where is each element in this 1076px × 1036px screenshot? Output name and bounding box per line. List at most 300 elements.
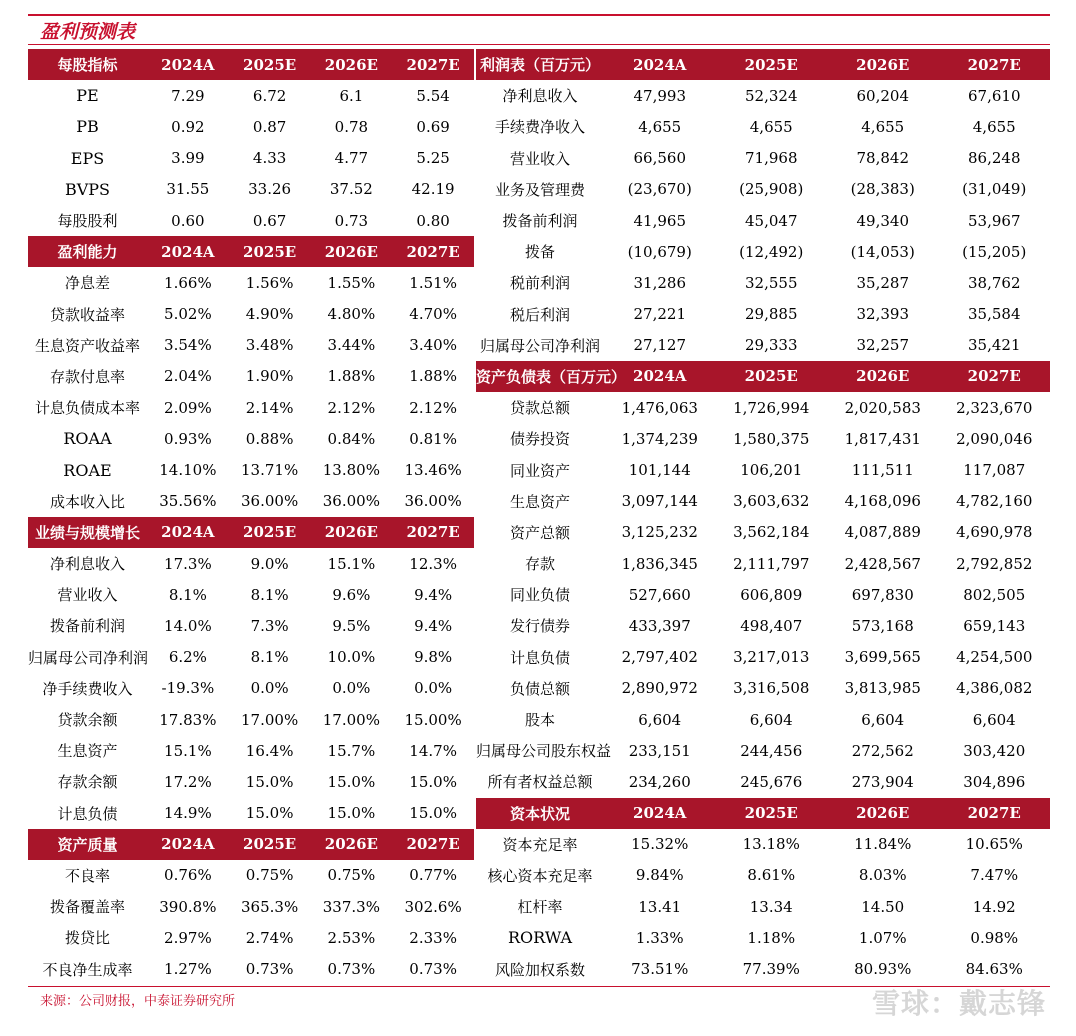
table-cell: 14.9% bbox=[164, 804, 212, 823]
table-cell: 13.80% bbox=[322, 461, 380, 480]
table-cell: 0.81% bbox=[409, 429, 457, 448]
table-cell: 15.0% bbox=[245, 772, 294, 791]
table-cell: 3,562,184 bbox=[733, 523, 810, 542]
table-cell: 4.80% bbox=[327, 305, 376, 324]
table-cell: 6.72 bbox=[252, 86, 287, 105]
table-row bbox=[476, 860, 1050, 891]
table-cell: 3.48% bbox=[245, 336, 294, 355]
column-header: 2027E bbox=[967, 367, 1021, 386]
table-cell: 302.6% bbox=[404, 897, 462, 916]
table-row bbox=[476, 330, 1050, 361]
row-label: 归属母公司净利润 bbox=[28, 648, 149, 667]
table-cell: (25,908) bbox=[739, 180, 804, 199]
table-cell: 13.71% bbox=[241, 461, 299, 480]
table-cell: 14.50 bbox=[861, 897, 905, 916]
table-cell: 3.44% bbox=[327, 336, 376, 355]
table-cell: 60,204 bbox=[856, 86, 909, 105]
table-cell: 6,604 bbox=[638, 710, 682, 729]
row-label: 拨备前利润 bbox=[502, 212, 578, 231]
table-cell: 498,407 bbox=[740, 616, 803, 635]
table-cell: 4,168,096 bbox=[844, 492, 921, 511]
column-header: 2025E bbox=[243, 242, 297, 261]
row-label: 生息资产 bbox=[57, 742, 118, 761]
table-cell: 9.4% bbox=[414, 616, 453, 635]
table-cell: 527,660 bbox=[628, 585, 691, 604]
table-cell: 2.97% bbox=[164, 928, 212, 947]
table-cell: 2.12% bbox=[327, 398, 376, 417]
column-header: 2024A bbox=[633, 55, 687, 74]
table-cell: 273,904 bbox=[851, 772, 914, 791]
table-cell: 31.55 bbox=[166, 180, 210, 199]
table-cell: 4,655 bbox=[638, 117, 682, 136]
row-label: 风险加权系数 bbox=[494, 960, 585, 979]
table-cell: 2,090,046 bbox=[956, 429, 1033, 448]
table-cell: 606,809 bbox=[740, 585, 803, 604]
table-cell: 17.83% bbox=[159, 710, 217, 729]
row-label: 存款付息率 bbox=[49, 367, 125, 386]
row-label: 核心资本充足率 bbox=[487, 866, 593, 885]
table-cell: 4,655 bbox=[972, 117, 1016, 136]
table-row bbox=[28, 299, 474, 330]
table-cell: 3,603,632 bbox=[733, 492, 810, 511]
row-label: ROAE bbox=[63, 460, 112, 480]
section-header bbox=[476, 798, 1050, 829]
row-label: RORWA bbox=[507, 928, 573, 948]
table-cell: 66,560 bbox=[633, 149, 686, 168]
table-cell: 67,610 bbox=[968, 86, 1021, 105]
row-label: 贷款总额 bbox=[509, 399, 570, 418]
table-cell: 9.4% bbox=[414, 585, 453, 604]
table-cell: 3.40% bbox=[409, 336, 457, 355]
column-header: 2026E bbox=[324, 523, 378, 542]
left-table-panel bbox=[28, 49, 474, 985]
row-label: 拨备前利润 bbox=[49, 617, 125, 636]
table-cell: 0.73% bbox=[245, 960, 294, 979]
table-cell: 8.1% bbox=[168, 585, 207, 604]
table-cell: 4,386,082 bbox=[956, 679, 1033, 698]
table-row bbox=[28, 766, 474, 797]
table-row bbox=[476, 267, 1050, 298]
column-header: 2027E bbox=[406, 55, 460, 74]
table-row bbox=[476, 111, 1050, 142]
table-row bbox=[476, 423, 1050, 454]
table-row bbox=[28, 548, 474, 579]
column-header: 2024A bbox=[161, 835, 215, 854]
row-label: 成本收入比 bbox=[49, 492, 125, 511]
table-cell: 8.03% bbox=[858, 866, 907, 885]
table-row bbox=[476, 922, 1050, 953]
table-cell: 2.12% bbox=[409, 398, 457, 417]
table-row bbox=[28, 735, 474, 766]
row-label: EPS bbox=[70, 148, 105, 168]
section-header bbox=[476, 49, 1050, 80]
row-label: 同业资产 bbox=[509, 461, 570, 480]
row-label: 净息差 bbox=[64, 274, 110, 293]
row-label: 存款余额 bbox=[57, 773, 118, 792]
table-cell: 84.63% bbox=[965, 960, 1023, 979]
table-cell: 2.04% bbox=[164, 367, 212, 386]
table-row bbox=[476, 829, 1050, 860]
table-cell: 234,260 bbox=[628, 772, 691, 791]
table-cell: 42.19 bbox=[411, 180, 455, 199]
row-label: 计息负债成本率 bbox=[34, 399, 140, 418]
table-row bbox=[476, 579, 1050, 610]
table-row bbox=[476, 891, 1050, 922]
table-row bbox=[28, 953, 474, 984]
table-cell: 1.56% bbox=[245, 273, 294, 292]
table-cell: 4,087,889 bbox=[844, 523, 921, 542]
table-cell: 4,655 bbox=[861, 117, 905, 136]
table-cell: 2,323,670 bbox=[956, 398, 1033, 417]
table-row bbox=[28, 922, 474, 953]
row-label: 税后利润 bbox=[509, 305, 570, 324]
table-cell: 2.09% bbox=[164, 398, 212, 417]
table-cell: 3,699,565 bbox=[844, 648, 921, 667]
table-cell: 17.3% bbox=[164, 554, 212, 573]
row-label: 每股股利 bbox=[57, 212, 118, 231]
table-cell: 4.90% bbox=[245, 305, 294, 324]
table-cell: 337.3% bbox=[322, 897, 380, 916]
table-cell: 2.74% bbox=[245, 928, 294, 947]
table-cell: 0.87 bbox=[252, 117, 287, 136]
table-cell: 15.0% bbox=[245, 804, 294, 823]
table-cell: 38,762 bbox=[968, 273, 1021, 292]
table-cell: 0.0% bbox=[250, 679, 289, 698]
table-row bbox=[476, 610, 1050, 641]
table-cell: 433,397 bbox=[628, 616, 691, 635]
table-cell: 4,655 bbox=[749, 117, 793, 136]
row-label: 贷款余额 bbox=[57, 711, 118, 730]
row-label: PE bbox=[76, 86, 99, 106]
table-cell: 15.7% bbox=[327, 741, 376, 760]
table-cell: 244,456 bbox=[740, 741, 803, 760]
table-cell: 1.66% bbox=[164, 273, 212, 292]
table-cell: 13.46% bbox=[404, 461, 462, 480]
table-cell: -19.3% bbox=[161, 679, 215, 698]
column-header: 2024A bbox=[161, 55, 215, 74]
table-cell: 86,248 bbox=[968, 149, 1021, 168]
table-cell: 13.18% bbox=[742, 835, 800, 854]
table-cell: 101,144 bbox=[628, 461, 691, 480]
table-cell: 8.1% bbox=[250, 585, 289, 604]
table-cell: 36.00% bbox=[322, 492, 380, 511]
table-cell: 7.47% bbox=[970, 866, 1019, 885]
table-cell: 1,836,345 bbox=[621, 554, 698, 573]
table-cell: 8.61% bbox=[747, 866, 796, 885]
table-cell: 1,374,239 bbox=[621, 429, 698, 448]
table-cell: 2.33% bbox=[409, 928, 457, 947]
table-cell: 10.65% bbox=[965, 835, 1023, 854]
table-row bbox=[28, 423, 474, 454]
table-cell: 10.0% bbox=[327, 648, 376, 667]
row-label: 营业收入 bbox=[509, 149, 570, 168]
table-cell: 0.98% bbox=[970, 928, 1019, 947]
table-row bbox=[476, 299, 1050, 330]
row-label: 归属母公司净利润 bbox=[479, 336, 600, 355]
table-cell: 33.26 bbox=[248, 180, 292, 199]
table-cell: 73.51% bbox=[631, 960, 689, 979]
table-row bbox=[28, 143, 474, 174]
table-cell: 4.77 bbox=[334, 149, 369, 168]
table-cell: 365.3% bbox=[241, 897, 299, 916]
table-row bbox=[476, 548, 1050, 579]
row-label: 存款 bbox=[524, 555, 555, 574]
table-cell: 7.29 bbox=[171, 86, 205, 105]
table-cell: 32,555 bbox=[745, 273, 798, 292]
table-row bbox=[476, 704, 1050, 735]
row-label: PB bbox=[76, 117, 99, 137]
table-cell: 15.1% bbox=[327, 554, 376, 573]
table-cell: 0.73% bbox=[409, 960, 457, 979]
table-cell: 1.88% bbox=[409, 367, 457, 386]
table-cell: 3.54% bbox=[164, 336, 212, 355]
column-header: 2027E bbox=[967, 804, 1021, 823]
column-header: 2026E bbox=[856, 367, 910, 386]
table-cell: (14,053) bbox=[850, 242, 915, 261]
row-label: BVPS bbox=[64, 179, 111, 199]
table-cell: 15.0% bbox=[327, 772, 376, 791]
row-label: 拨贷比 bbox=[64, 929, 110, 948]
row-label: 计息负债 bbox=[57, 804, 118, 823]
section-title: 盈利能力 bbox=[57, 243, 118, 262]
table-row bbox=[28, 704, 474, 735]
table-cell: 0.78 bbox=[334, 117, 369, 136]
title-top-rule bbox=[28, 14, 1050, 16]
table-cell: 0.76% bbox=[164, 866, 212, 885]
table-row bbox=[476, 205, 1050, 236]
table-row bbox=[476, 766, 1050, 797]
table-cell: 1.55% bbox=[327, 273, 376, 292]
table-cell: 3,125,232 bbox=[621, 523, 698, 542]
column-header: 2025E bbox=[243, 523, 297, 542]
table-cell: 4.33 bbox=[252, 149, 287, 168]
table-cell: 27,127 bbox=[633, 336, 686, 355]
table-row bbox=[28, 267, 474, 298]
table-cell: 35,584 bbox=[968, 305, 1021, 324]
table-cell: (15,205) bbox=[962, 242, 1027, 261]
table-cell: 9.6% bbox=[332, 585, 371, 604]
table-cell: 45,047 bbox=[745, 211, 798, 230]
table-cell: 35,421 bbox=[968, 336, 1021, 355]
table-cell: 41,965 bbox=[633, 211, 686, 230]
table-cell: 1,817,431 bbox=[844, 429, 921, 448]
column-header: 2025E bbox=[744, 367, 798, 386]
row-label: 营业收入 bbox=[57, 586, 118, 605]
table-row bbox=[476, 735, 1050, 766]
table-cell: 0.73 bbox=[334, 211, 369, 230]
table-cell: 0.75% bbox=[245, 866, 294, 885]
column-header: 2025E bbox=[243, 835, 297, 854]
table-row bbox=[28, 798, 474, 829]
table-row bbox=[476, 517, 1050, 548]
table-row bbox=[476, 953, 1050, 984]
row-label: 负债总额 bbox=[509, 679, 570, 698]
table-cell: 0.88% bbox=[245, 429, 294, 448]
table-cell: 3,813,985 bbox=[844, 679, 921, 698]
row-label: 拨备 bbox=[524, 243, 555, 262]
column-header: 2024A bbox=[633, 367, 687, 386]
table-cell: (31,049) bbox=[962, 180, 1027, 199]
row-label: 手续费净收入 bbox=[494, 118, 585, 137]
table-cell: 0.93% bbox=[164, 429, 212, 448]
table-cell: 1,580,375 bbox=[733, 429, 810, 448]
table-cell: 3,316,508 bbox=[733, 679, 810, 698]
table-row bbox=[476, 143, 1050, 174]
table-cell: 36.00% bbox=[241, 492, 299, 511]
table-cell: 0.77% bbox=[409, 866, 457, 885]
table-cell: 14.92 bbox=[972, 897, 1016, 916]
table-cell: 2,428,567 bbox=[844, 554, 921, 573]
table-cell: 15.0% bbox=[409, 772, 457, 791]
section-title: 资产负债表（百万元） bbox=[476, 367, 627, 386]
table-cell: 390.8% bbox=[159, 897, 217, 916]
table-cell: 29,885 bbox=[745, 305, 798, 324]
section-header bbox=[28, 517, 474, 548]
table-cell: 0.80 bbox=[416, 211, 450, 230]
table-cell: 6.1 bbox=[339, 86, 364, 105]
table-cell: 15.1% bbox=[164, 741, 212, 760]
table-cell: 2,111,797 bbox=[733, 554, 810, 573]
section-header bbox=[28, 49, 474, 80]
table-row bbox=[28, 174, 474, 205]
table-cell: 29,333 bbox=[745, 336, 798, 355]
table-cell: 78,842 bbox=[856, 149, 909, 168]
section-header bbox=[28, 236, 474, 267]
page-title: 盈利预测表 bbox=[40, 21, 136, 43]
table-cell: 2,797,402 bbox=[621, 648, 698, 667]
row-label: 不良净生成率 bbox=[42, 960, 133, 979]
table-cell: 245,676 bbox=[740, 772, 803, 791]
table-cell: 3,097,144 bbox=[621, 492, 698, 511]
table-cell: 49,340 bbox=[856, 211, 909, 230]
table-cell: 1.88% bbox=[327, 367, 376, 386]
table-cell: 0.69 bbox=[416, 117, 450, 136]
column-header: 2026E bbox=[324, 835, 378, 854]
table-cell: 6,604 bbox=[972, 710, 1016, 729]
table-row bbox=[28, 891, 474, 922]
row-label: 所有者权益总额 bbox=[487, 773, 593, 792]
title-bottom-rule bbox=[28, 44, 1050, 45]
table-cell: 6,604 bbox=[861, 710, 905, 729]
section-title: 每股指标 bbox=[57, 56, 118, 75]
table-cell: 106,201 bbox=[740, 461, 803, 480]
table-cell: 8.1% bbox=[250, 648, 289, 667]
table-row bbox=[476, 486, 1050, 517]
column-header: 2025E bbox=[744, 55, 798, 74]
table-cell: 303,420 bbox=[963, 741, 1026, 760]
table-cell: 111,511 bbox=[851, 461, 914, 480]
column-header: 2027E bbox=[967, 55, 1021, 74]
table-cell: 1,726,994 bbox=[733, 398, 810, 417]
table-row bbox=[28, 361, 474, 392]
table-cell: 2,890,972 bbox=[621, 679, 698, 698]
row-label: 生息资产收益率 bbox=[34, 336, 140, 355]
table-cell: 6,604 bbox=[749, 710, 793, 729]
table-cell: 0.92 bbox=[171, 117, 205, 136]
table-cell: 13.41 bbox=[638, 897, 682, 916]
table-row bbox=[476, 80, 1050, 111]
table-cell: (12,492) bbox=[739, 242, 804, 261]
row-label: ROAA bbox=[63, 429, 112, 449]
column-header: 2026E bbox=[324, 242, 378, 261]
table-cell: 4.70% bbox=[409, 305, 457, 324]
table-row bbox=[28, 454, 474, 485]
table-row bbox=[28, 205, 474, 236]
row-label: 同业负债 bbox=[509, 586, 570, 605]
row-label: 业务及管理费 bbox=[494, 180, 585, 199]
table-cell: 1.07% bbox=[858, 928, 907, 947]
table-cell: 0.84% bbox=[327, 429, 376, 448]
row-label: 不良率 bbox=[64, 866, 110, 885]
table-cell: 27,221 bbox=[633, 305, 686, 324]
table-cell: 4,690,978 bbox=[956, 523, 1033, 542]
table-cell: 15.0% bbox=[409, 804, 457, 823]
row-label: 归属母公司股东权益 bbox=[476, 742, 612, 761]
table-cell: 31,286 bbox=[633, 273, 686, 292]
section-title: 业绩与规模增长 bbox=[34, 523, 140, 542]
table-row bbox=[28, 642, 474, 673]
table-row bbox=[28, 111, 474, 142]
section-header bbox=[476, 361, 1050, 392]
table-cell: 5.54 bbox=[416, 86, 450, 105]
table-cell: 272,562 bbox=[851, 741, 914, 760]
table-cell: 35.56% bbox=[159, 492, 217, 511]
table-cell: 4,782,160 bbox=[956, 492, 1033, 511]
column-header: 2026E bbox=[856, 804, 910, 823]
table-cell: 117,087 bbox=[963, 461, 1026, 480]
section-title: 利润表（百万元） bbox=[479, 56, 600, 75]
column-header: 2027E bbox=[406, 242, 460, 261]
table-cell: 16.4% bbox=[245, 741, 294, 760]
table-cell: 0.0% bbox=[332, 679, 371, 698]
table-cell: 47,993 bbox=[633, 86, 686, 105]
table-cell: 80.93% bbox=[854, 960, 912, 979]
table-cell: 13.34 bbox=[749, 897, 793, 916]
table-cell: 0.73% bbox=[327, 960, 376, 979]
watermark: 雪球：戴志锋 bbox=[871, 987, 1046, 1020]
table-cell: 15.32% bbox=[631, 835, 689, 854]
row-label: 债券投资 bbox=[509, 430, 570, 449]
row-label: 净手续费收入 bbox=[42, 679, 133, 698]
section-header bbox=[28, 829, 474, 860]
table-cell: 17.00% bbox=[322, 710, 380, 729]
table-cell: 1,476,063 bbox=[621, 398, 698, 417]
table-cell: 32,393 bbox=[856, 305, 909, 324]
table-cell: 802,505 bbox=[963, 585, 1026, 604]
table-cell: 9.0% bbox=[250, 554, 289, 573]
row-label: 资产总额 bbox=[509, 523, 570, 542]
row-label: 贷款收益率 bbox=[49, 305, 125, 324]
column-header: 2027E bbox=[406, 523, 460, 542]
row-label: 生息资产 bbox=[509, 492, 570, 511]
table-row bbox=[28, 860, 474, 891]
table-cell: 1.18% bbox=[747, 928, 796, 947]
column-header: 2027E bbox=[406, 835, 460, 854]
table-cell: 0.75% bbox=[327, 866, 376, 885]
table-cell: 0.0% bbox=[414, 679, 453, 698]
table-cell: 1.33% bbox=[635, 928, 684, 947]
column-header: 2025E bbox=[243, 55, 297, 74]
row-label: 净利息收入 bbox=[502, 87, 578, 106]
table-cell: 12.3% bbox=[409, 554, 457, 573]
row-label: 税前利润 bbox=[509, 274, 570, 293]
table-cell: 36.00% bbox=[404, 492, 462, 511]
table-cell: 17.2% bbox=[164, 772, 212, 791]
table-cell: 14.0% bbox=[164, 616, 212, 635]
table-cell: 573,168 bbox=[851, 616, 914, 635]
table-cell: 697,830 bbox=[851, 585, 914, 604]
table-cell: (28,383) bbox=[850, 180, 915, 199]
